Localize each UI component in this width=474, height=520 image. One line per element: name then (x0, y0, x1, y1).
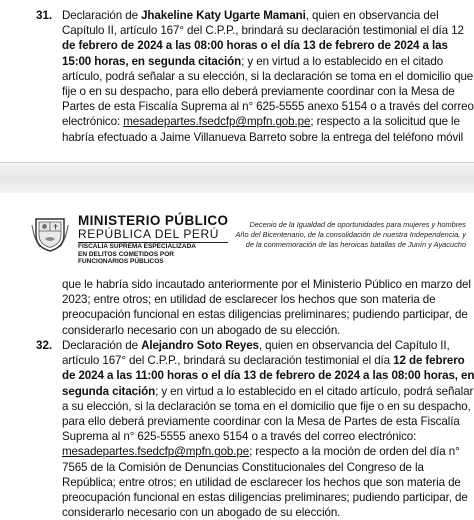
text-line (62, 292, 471, 307)
institution-office-line: FISCALÍA SUPREMA ESPECIALIZADA (78, 243, 196, 250)
item-number: 31. (36, 9, 53, 22)
text-line (62, 84, 474, 99)
text-run: ; y en virtud a lo establecido en el citado artículo, podrá señalar (155, 384, 474, 398)
text-run: de 2024 a las 11:00 horas o el día 13 de febrero de 2024 a las 08:00 horas, en (62, 369, 474, 383)
text-run: artículo 167° del C.P.P., brindará su declaración testimonial el día (62, 354, 394, 368)
text-run: 12 de febrero (393, 354, 465, 368)
text-run: preocupación funcional en estas diligencias preliminares; pudiendo participar, de (62, 308, 468, 322)
text-line (62, 444, 474, 459)
text-run: Partes de esta Fiscalía Suprema al n° 625-5555 anexo 5154 o a través del correo (62, 100, 474, 114)
text-run: Declaración de (62, 339, 142, 352)
decenio-line: Año del Bicentenario, de la consolidación de nuestra Independencia, y (235, 230, 466, 240)
text-line (62, 414, 474, 429)
email-link[interactable]: mesadepartes.fsedcfp@mpfn.gob.pe (123, 115, 311, 129)
institution-subtitle: REPÚBLICA DEL PERÚ (78, 228, 228, 243)
text-run: Suprema al n° 625-5555 anexo 5154 o a través del correo electrónico: (62, 430, 417, 444)
text-run: fije o en su despacho, para ello deberá previamente coordinar con la Mesa de (62, 85, 455, 99)
institution-header (78, 214, 228, 266)
text-line (62, 38, 474, 53)
text-run: que le habría sido incautado anteriormente por el Ministerio Público en marzo del (62, 278, 471, 291)
text-run: a su elección, si la declaración se toma en el domicilio que fije o en su despacho, (62, 399, 471, 413)
text-run: preocupación funcional en estas diligencias preliminares; pudiendo participar, de (62, 491, 468, 505)
decenio-header (216, 220, 466, 251)
text-run: electrónico: (62, 115, 124, 129)
item-number: 32. (36, 339, 53, 352)
institution-office-line: FUNCIONARIOS PÚBLICOS (78, 258, 164, 265)
text-run: 7565 de la Comisión de Denuncias Constitucionales del Congreso de la (62, 460, 424, 474)
text-run: 15:00 horas, en segunda citación (62, 54, 242, 68)
text-run: Jhakeline Katy Ugarte Mamani (141, 9, 306, 22)
text-line (62, 384, 474, 399)
text-line (62, 130, 474, 145)
text-line (62, 114, 474, 129)
institution-title: MINISTERIO PÚBLICO (78, 213, 229, 228)
text-line (62, 429, 474, 444)
text-run: Declaración de (62, 9, 142, 22)
text-run: Capítulo II, artículo 167° del C.P.P., brindará su declaración testimonial el día 12 (62, 24, 464, 38)
text-run: ; respecto a la solicitud que le (310, 115, 460, 129)
continuation-paragraph (62, 277, 471, 338)
text-run: habría efectuado a Jaime Villanueva Barreto sobre la entrega del teléfono móvil (62, 130, 464, 144)
email-link[interactable]: mesadepartes.fsedcfp@mpfn.gob.pe (62, 445, 250, 459)
text-run: República; entre otros; en utilidad de esclarecer los hechos que son materia de (62, 475, 461, 489)
text-line (62, 490, 474, 505)
text-run: considerarlo necesario con un abogado de su elección. (62, 323, 341, 337)
text-run: 2023; entre otros; en utilidad de esclarecer los hechos que son materia de (62, 293, 436, 307)
item-31-paragraph (62, 8, 474, 145)
decenio-line: de la conmemoración de las heroicas batallas de Junín y Ayacucho (245, 240, 466, 250)
text-line (62, 307, 471, 322)
text-run: , quien en observancia del Capítulo II, (258, 339, 450, 352)
text-run: ; respecto a la moción de orden del día n° (249, 445, 460, 459)
text-line (62, 54, 474, 69)
text-line (62, 277, 471, 292)
text-line (62, 353, 474, 368)
text-run: , quien en observancia del (305, 9, 439, 22)
text-line (62, 338, 474, 353)
text-line (62, 323, 471, 338)
text-line (62, 460, 474, 475)
text-line (62, 505, 474, 520)
document-page-top (0, 0, 474, 162)
text-line (62, 368, 474, 383)
decenio-line: Decenio de la Igualdad de oportunidades para mujeres y hombres (249, 220, 466, 229)
text-line (62, 23, 474, 38)
text-line (62, 475, 474, 490)
text-run: segunda citación (62, 384, 156, 398)
text-run: artículo, podrá señalar a su elección, si la declaración se toma en el domicilio que (62, 69, 474, 83)
coat-of-arms-icon (30, 213, 70, 253)
text-run: de febrero de 2024 a las 08:00 horas o el día 13 de febrero de 2024 a las (62, 39, 448, 53)
text-run: ; y en virtud a lo establecido en el citado (241, 54, 444, 68)
text-run: Alejandro Soto Reyes (141, 339, 259, 352)
text-line (62, 399, 474, 414)
text-run: considerarlo necesario con un abogado de su elección. (62, 506, 341, 520)
text-run: para ello deberá previamente coordinar con la Mesa de Partes de esta Fiscalía (62, 415, 460, 429)
page-break (0, 162, 474, 194)
text-line (62, 69, 474, 84)
item-32-paragraph (62, 338, 474, 520)
institution-office-line: EN DELITOS COMETIDOS POR (78, 250, 174, 258)
document-page-bottom (0, 193, 474, 520)
text-line (62, 8, 474, 23)
text-line (62, 99, 474, 114)
